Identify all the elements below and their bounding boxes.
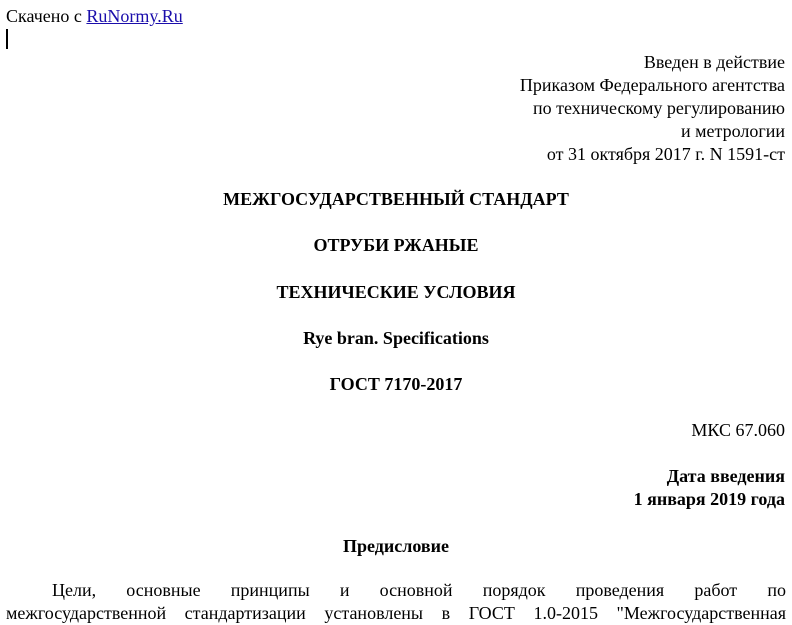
preface-line: межгосударственной стандартизации установлены в ГОСТ 1.0-2015 "Межгосударственная [6,603,786,623]
download-source-prefix: Скачено с [6,6,82,26]
mks-code: МКС 67.060 [691,420,785,440]
document-title: ОТРУБИ РЖАНЫЕ [313,235,479,255]
approval-line: Приказом Федерального агентства [519,75,785,95]
text-cursor [6,29,8,49]
intro-date-label: Дата введения [666,466,785,486]
approval-line: Введен в действие [643,52,785,72]
approval-block [520,51,785,166]
english-title: Rye bran. Specifications [303,328,489,348]
intro-date-value: 1 января 2019 года [633,489,785,509]
approval-line: по техническому регулированию [532,98,785,118]
preface-line: Цели, основные принципы и основной порядок проведения работ по [52,580,786,600]
standard-type-heading: МЕЖГОСУДАРСТВЕННЫЙ СТАНДАРТ [223,189,569,209]
download-source-line [6,5,183,27]
runormy-link[interactable]: RuNormy.Ru [86,6,183,26]
preface-paragraph [6,579,786,625]
document-subtitle: ТЕХНИЧЕСКИЕ УСЛОВИЯ [276,282,516,302]
preface-heading: Предисловие [343,536,449,556]
standard-code: ГОСТ 7170-2017 [329,374,463,394]
approval-line: и метрологии [681,121,785,141]
approval-line: от 31 октября 2017 г. N 1591-ст [546,144,785,164]
